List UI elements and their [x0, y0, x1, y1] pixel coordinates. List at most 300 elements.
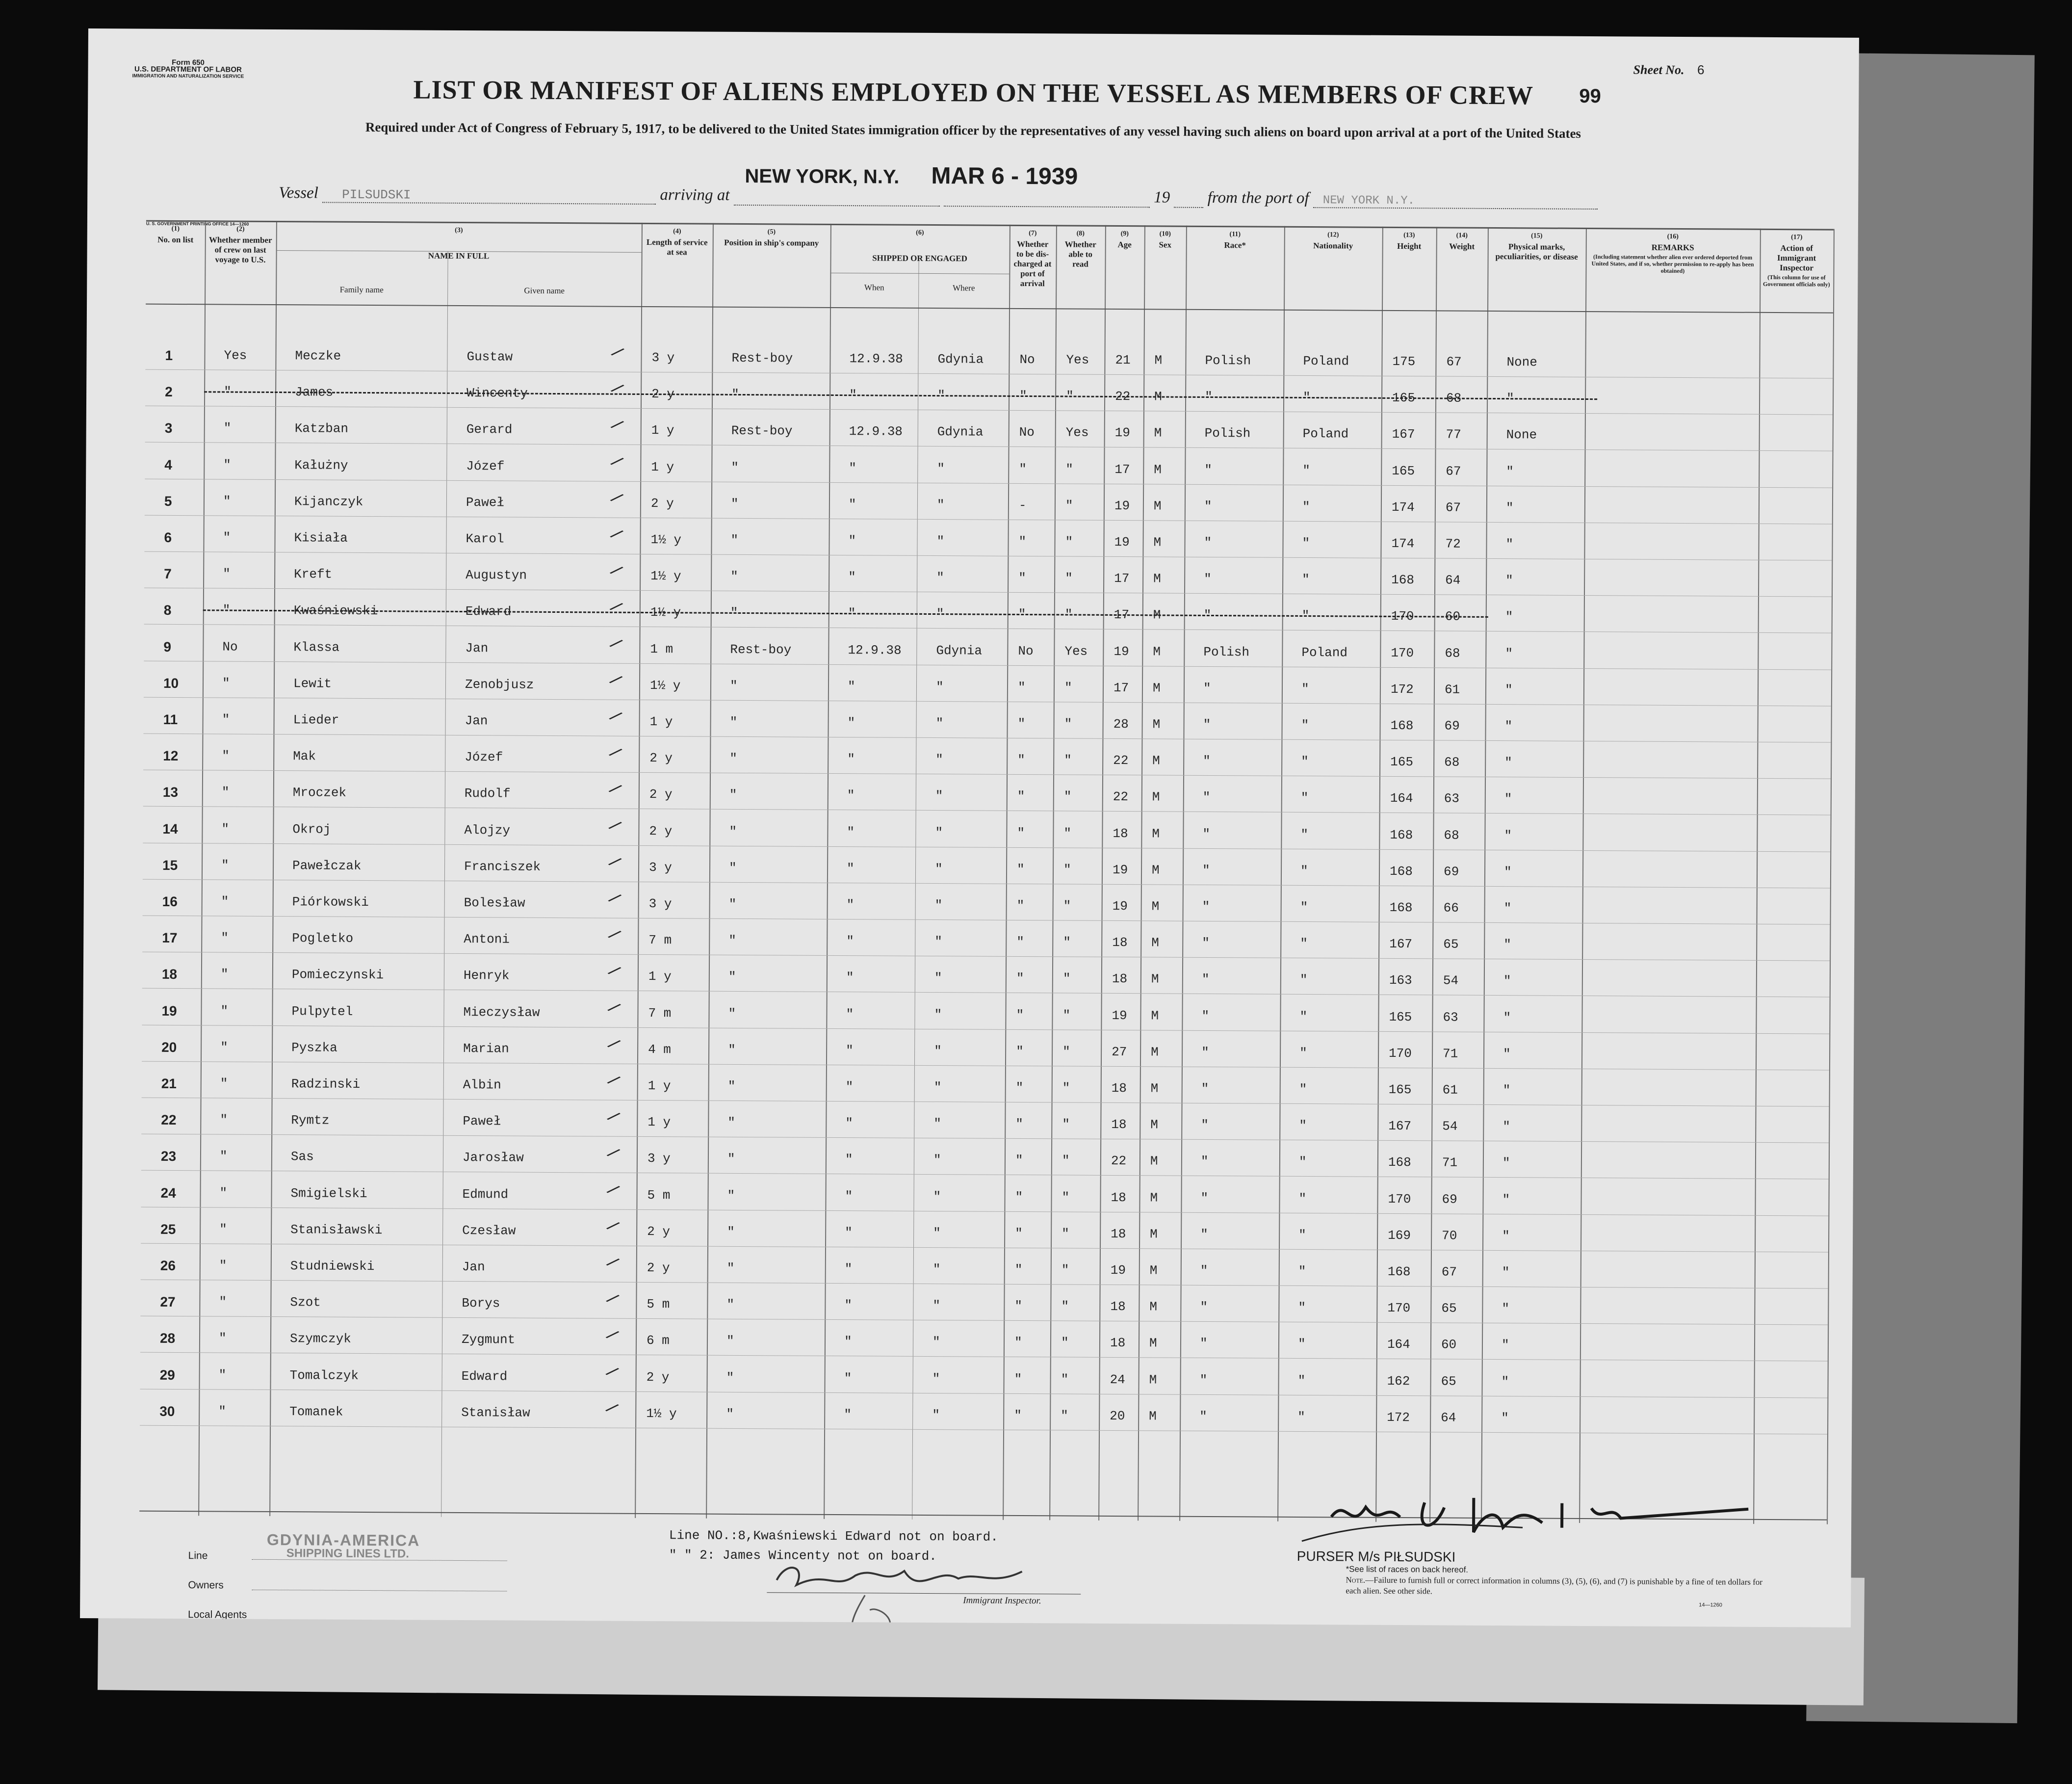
cell-sex: M [1154, 425, 1162, 441]
cell-crew: " [219, 1222, 227, 1237]
cell-nationality: " [1297, 1337, 1306, 1352]
cell-no: 16 [162, 893, 178, 909]
cell-given: Wincenty [466, 386, 528, 401]
page-title: LIST OR MANIFEST OF ALIENS EMPLOYED ON THE VESSEL AS MEMBERS OF CREW [413, 75, 1534, 110]
cell-position: " [727, 1188, 735, 1203]
cell-age: 18 [1111, 1226, 1126, 1241]
cell-discharged: " [1017, 825, 1025, 840]
cell-when: " [848, 570, 856, 585]
cell-given: Jan [465, 640, 489, 656]
cell-position: " [726, 1406, 734, 1421]
department: U.S. DEPARTMENT OF LABOR [134, 65, 242, 74]
cell-weight: 65 [1441, 1301, 1457, 1316]
cell-where: " [935, 825, 943, 840]
cell-given: Józef [465, 750, 503, 765]
cell-discharged: " [1018, 534, 1027, 550]
cell-service: 1½ y [650, 605, 681, 620]
cell-position: " [730, 496, 739, 511]
check-mark: / [605, 634, 624, 656]
check-mark: / [602, 1217, 622, 1238]
cell-race: " [1204, 498, 1212, 514]
cell-when: " [846, 1006, 854, 1022]
cell-age: 18 [1111, 1190, 1126, 1205]
cell-nationality: Poland [1303, 353, 1349, 369]
cell-position: " [730, 532, 739, 548]
cell-service: 1 y [649, 714, 673, 730]
cell-read: " [1062, 1080, 1070, 1096]
column-number: (7) [1029, 230, 1037, 237]
cell-race: " [1201, 1008, 1210, 1023]
column-header [1488, 231, 1586, 263]
cell-discharged: " [1018, 607, 1026, 622]
cell-family: Meczke [295, 348, 341, 364]
check-mark: / [603, 962, 623, 983]
cell-read: " [1065, 571, 1073, 586]
cell-discharged: " [1017, 753, 1025, 768]
cell-sex: M [1150, 1227, 1158, 1242]
cell-marks: " [1505, 646, 1513, 661]
cell-position: " [730, 569, 738, 584]
cell-no: 17 [162, 930, 178, 946]
form-code: 14—1260 [1699, 1602, 1722, 1608]
column-subheader: Family name [339, 285, 384, 295]
inspector-signature [767, 1550, 1062, 1627]
cell-no: 9 [163, 639, 172, 655]
line-value-2: SHIPPING LINES LTD. [286, 1547, 410, 1561]
cell-height: 172 [1387, 1410, 1410, 1425]
cell-height: 168 [1391, 573, 1415, 588]
check-mark: / [602, 1180, 622, 1202]
cell-sex: M [1154, 462, 1162, 477]
cell-read: " [1062, 971, 1071, 986]
cell-read: " [1063, 935, 1071, 950]
cell-discharged: " [1014, 1262, 1023, 1278]
column-label: Whether able to read [1064, 239, 1096, 269]
check-mark: / [607, 379, 626, 401]
cell-nationality: " [1302, 535, 1310, 551]
cell-family: Pomieczynski [291, 967, 384, 983]
cell-weight: 67 [1445, 500, 1461, 515]
cell-weight: 67 [1446, 354, 1462, 369]
column-number: (13) [1403, 232, 1415, 239]
cell-service: 1½ y [650, 532, 682, 548]
check-mark: / [606, 452, 625, 473]
cell-position: " [729, 824, 737, 839]
column-label: Whether member of crew on last voyage to U.S. [208, 235, 272, 264]
cell-marks: " [1504, 828, 1512, 843]
cell-read: " [1061, 1372, 1069, 1387]
cell-where: " [932, 1262, 941, 1277]
column-header [1284, 230, 1382, 252]
cell-discharged: - [1018, 498, 1027, 513]
cell-given: Franciszek [464, 859, 541, 874]
cell-when: 12.9.38 [849, 351, 903, 367]
cell-service: 2 y [649, 787, 673, 802]
not-on-board-note-2: " " 2: James Wincenty not on board. [669, 1548, 937, 1564]
cell-race: " [1200, 1300, 1208, 1315]
races-note: *See list of races on back hereof. [1346, 1564, 1469, 1574]
cell-read: " [1061, 1335, 1069, 1350]
column-label: Height [1397, 241, 1422, 251]
cell-crew: " [221, 930, 229, 945]
cell-service: 2 y [647, 1260, 670, 1276]
check-mark: / [603, 1035, 622, 1056]
cell-position: " [726, 1297, 735, 1312]
cell-crew: " [223, 566, 231, 581]
cell-race: " [1201, 1045, 1209, 1060]
cell-position: " [729, 678, 738, 693]
cell-when: " [845, 1152, 853, 1167]
cell-age: 22 [1113, 753, 1129, 768]
cell-crew: " [220, 967, 229, 982]
cell-where: Gdynia [937, 424, 984, 440]
cell-family: Kwaśniewski [293, 603, 378, 619]
cell-nationality: " [1298, 1154, 1307, 1170]
cell-height: 164 [1387, 1337, 1410, 1352]
cell-position: " [728, 896, 737, 912]
cell-given: Zenobjusz [465, 677, 534, 692]
cell-race: " [1201, 1081, 1209, 1096]
cell-nationality: " [1301, 754, 1309, 769]
cell-weight: 54 [1442, 1119, 1458, 1134]
cell-age: 19 [1114, 644, 1129, 659]
cell-given: Jan [462, 1259, 485, 1275]
cell-sex: M [1152, 789, 1160, 805]
cell-discharged: " [1015, 1080, 1024, 1096]
cell-given: Stanisław [461, 1405, 530, 1420]
cell-where: Gdynia [937, 352, 984, 367]
cell-nationality: " [1299, 1118, 1307, 1133]
cell-marks: " [1501, 1338, 1509, 1353]
check-mark: / [607, 343, 626, 365]
cell-crew: " [222, 676, 230, 691]
cell-age: 19 [1112, 862, 1128, 877]
column-label: NAME IN FULL [428, 251, 490, 261]
cell-family: Rymtz [291, 1113, 330, 1128]
cell-nationality: " [1299, 1081, 1307, 1097]
cell-no: 24 [160, 1185, 176, 1201]
cell-age: 17 [1113, 680, 1129, 695]
cell-given: Paweł [463, 1114, 501, 1129]
cell-service: 5 m [647, 1187, 671, 1203]
cell-service: 1½ y [646, 1406, 677, 1421]
printer-note: U. S. GOVERNMENT PRINTING OFFICE 14—1260 [146, 221, 249, 227]
cell-sex: M [1151, 899, 1160, 914]
cell-crew: " [223, 530, 231, 545]
cell-age: 18 [1112, 935, 1128, 950]
cell-age: 19 [1114, 534, 1130, 550]
cell-weight: 67 [1446, 464, 1461, 479]
cell-read: " [1065, 534, 1073, 550]
cell-when: " [846, 861, 855, 876]
check-mark: / [605, 707, 624, 729]
cell-family: Okroj [292, 821, 331, 837]
cell-when: " [846, 934, 854, 949]
cell-no: 1 [165, 347, 173, 363]
cell-height: 170 [1391, 609, 1414, 624]
cell-where: " [933, 1225, 941, 1240]
cell-nationality: " [1299, 1045, 1307, 1060]
cell-family: Kałużny [294, 457, 348, 473]
cell-age: 19 [1112, 1008, 1127, 1023]
cell-nationality: " [1302, 499, 1310, 514]
column-header [146, 224, 205, 246]
cell-where: " [934, 861, 943, 876]
column-label: SHIPPED OR ENGAGED [872, 253, 967, 263]
cell-given: Zygmunt [461, 1332, 516, 1347]
cell-read: " [1063, 789, 1072, 804]
cell-given: Karol [466, 531, 504, 547]
cell-read: " [1061, 1299, 1069, 1314]
cell-when: " [847, 788, 855, 803]
cell-given: Edmund [462, 1186, 509, 1202]
cell-family: Stanisławski [290, 1222, 383, 1237]
check-mark: / [601, 1326, 621, 1347]
cell-position: " [728, 970, 736, 985]
purser-title: PURSER M/s PIŁSUDSKI [1296, 1548, 1456, 1565]
cell-height: 165 [1390, 755, 1414, 770]
page-subtitle: Required under Act of Congress of February 5, 1917, to be delivered to the United States immigration officer by the representatives of any vessel having such aliens on board upon arrival at a port of the United States [365, 119, 1581, 141]
column-header [1436, 231, 1488, 253]
cell-discharged: " [1017, 789, 1025, 804]
cell-discharged: " [1016, 1044, 1024, 1059]
cell-marks: " [1505, 500, 1514, 516]
cell-age: 20 [1110, 1408, 1125, 1423]
local-agents-label: Local Agents [188, 1609, 247, 1621]
cell-sex: M [1150, 1154, 1158, 1169]
cell-sex: M [1153, 535, 1162, 550]
cell-position: " [728, 1006, 736, 1021]
column-header [830, 228, 1010, 265]
column-number: (10) [1159, 230, 1171, 238]
cell-marks: " [1501, 1410, 1509, 1425]
cell-read: " [1062, 1153, 1070, 1168]
cell-sex: M [1150, 1081, 1159, 1096]
cell-given: Jarosław [462, 1150, 524, 1166]
cell-family: Lieder [293, 712, 339, 728]
cell-discharged: " [1017, 716, 1026, 732]
column-header [1056, 229, 1105, 270]
cell-nationality: " [1300, 899, 1308, 915]
cell-sex: M [1153, 571, 1161, 586]
cell-nationality: " [1300, 936, 1308, 951]
cell-weight: 60 [1445, 609, 1461, 625]
cell-no: 22 [161, 1112, 177, 1128]
arriving-label: arriving at [660, 186, 730, 204]
cell-sex: M [1152, 753, 1160, 768]
column-label: Race* [1224, 240, 1246, 250]
cell-race: " [1203, 717, 1211, 733]
cell-sex: M [1151, 971, 1159, 987]
cell-when: " [848, 533, 856, 549]
cell-weight: 68 [1444, 755, 1460, 770]
cell-nationality: " [1298, 1300, 1306, 1315]
cell-when: " [847, 679, 855, 694]
cell-nationality: " [1297, 1373, 1306, 1388]
column-number: (9) [1120, 230, 1129, 238]
cell-age: 24 [1110, 1372, 1125, 1387]
note-label: Note. [1346, 1575, 1366, 1585]
cell-no: 8 [163, 603, 172, 618]
cell-family: Kisiała [294, 530, 348, 546]
cell-family: Pogletko [292, 931, 354, 946]
cell-crew: No [222, 639, 238, 655]
column-sublabel: (This column for use of Government officials only) [1762, 273, 1830, 288]
cell-race: " [1202, 863, 1210, 878]
column-number: (17) [1791, 234, 1803, 241]
cell-weight: 69 [1443, 864, 1459, 879]
cell-service: 5 m [647, 1297, 670, 1312]
column-number: (11) [1229, 231, 1241, 238]
cell-family: Sas [290, 1149, 314, 1164]
cell-nationality: " [1299, 1009, 1308, 1024]
cell-nationality: " [1303, 390, 1311, 405]
cell-nationality: " [1301, 717, 1309, 733]
cell-race: " [1200, 1263, 1208, 1278]
cell-where: " [933, 1189, 941, 1204]
column-label: Whether to be dis-charged at port of arrival [1013, 239, 1052, 289]
cell-family: Pulpytel [291, 1003, 353, 1019]
check-mark: / [605, 743, 624, 765]
cell-sex: M [1151, 935, 1159, 950]
sheet-value: 6 [1697, 62, 1705, 78]
cell-nationality: " [1300, 863, 1308, 878]
cell-marks: " [1503, 973, 1511, 989]
cell-family: Katzban [294, 421, 349, 437]
cell-marks: " [1504, 682, 1513, 698]
cell-when: " [847, 824, 855, 840]
cell-marks: " [1503, 1010, 1511, 1025]
cell-family: Kreft [294, 567, 333, 582]
column-subheader: Given name [524, 286, 565, 296]
cell-position: " [729, 751, 737, 766]
vessel-label: Vessel [279, 184, 319, 202]
check-mark: / [605, 671, 624, 692]
cell-when: 12.9.38 [848, 642, 902, 658]
cell-when: 12.9.38 [849, 424, 903, 440]
cell-nationality: " [1298, 1191, 1307, 1206]
column-header [1009, 229, 1056, 289]
column-label: Sex [1159, 240, 1172, 250]
cell-sex: M [1149, 1336, 1157, 1351]
cell-age: 17 [1114, 462, 1130, 477]
cell-sex: M [1149, 1372, 1157, 1388]
cell-family: Mak [293, 749, 316, 764]
cell-discharged: No [1019, 425, 1035, 440]
strike-through-line [203, 610, 1488, 618]
cell-when: " [844, 1334, 852, 1349]
cell-position: " [726, 1370, 734, 1385]
cell-no: 21 [161, 1076, 177, 1091]
column-label: Age [1117, 239, 1132, 250]
cell-height: 170 [1388, 1191, 1411, 1207]
cell-no: 25 [160, 1221, 176, 1237]
cell-marks: " [1504, 719, 1513, 734]
cell-age: 18 [1110, 1336, 1126, 1351]
cell-height: 170 [1387, 1301, 1411, 1316]
cell-where: " [937, 388, 945, 403]
cell-discharged: " [1016, 935, 1024, 950]
cell-crew: Yes [224, 348, 247, 363]
cell-height: 168 [1390, 827, 1413, 842]
cell-given: Edward [465, 604, 512, 619]
cell-weight: 71 [1442, 1155, 1458, 1171]
cell-read: " [1064, 753, 1072, 768]
cell-height: 168 [1387, 1264, 1411, 1280]
cell-height: 169 [1388, 1228, 1411, 1243]
cell-marks: " [1505, 609, 1513, 625]
cell-weight: 69 [1442, 1192, 1457, 1207]
cell-weight: 54 [1443, 973, 1459, 989]
cell-sex: M [1153, 644, 1161, 659]
cell-height: 167 [1392, 427, 1415, 442]
cell-race: " [1201, 1118, 1209, 1133]
cell-read: " [1062, 1117, 1070, 1132]
cell-age: 21 [1115, 352, 1131, 368]
cell-family: Radzinski [291, 1076, 361, 1092]
cell-weight: 65 [1443, 937, 1459, 952]
cell-crew: " [220, 1076, 228, 1091]
cell-no: 19 [161, 1003, 177, 1019]
cell-nationality: " [1302, 463, 1311, 478]
cell-age: 18 [1113, 826, 1128, 841]
cell-marks: None [1506, 355, 1537, 370]
cell-no: 2 [165, 384, 173, 400]
cell-no: 20 [161, 1039, 177, 1055]
cell-height: 167 [1389, 937, 1413, 952]
service: IMMIGRATION AND NATURALIZATION SERVICE [132, 73, 244, 79]
cell-sex: M [1149, 1263, 1158, 1278]
cell-where: " [932, 1298, 941, 1313]
cell-height: 168 [1389, 864, 1413, 879]
cell-where: " [933, 1116, 942, 1131]
cell-no: 6 [164, 529, 172, 545]
cell-given: Gustaw [466, 349, 513, 365]
cell-where: " [934, 1043, 942, 1058]
cell-service: 1 y [648, 1078, 671, 1094]
cell-sex: M [1152, 826, 1160, 841]
cell-height: 168 [1389, 900, 1413, 916]
cell-service: 3 y [648, 896, 672, 912]
cell-discharged: " [1019, 389, 1027, 404]
cell-discharged: No [1019, 352, 1035, 367]
cell-marks: " [1503, 1046, 1511, 1062]
cell-weight: 64 [1441, 1410, 1456, 1425]
cell-race: " [1204, 462, 1213, 477]
cell-age: 19 [1110, 1262, 1126, 1278]
cell-service: 1 y [648, 1115, 671, 1130]
cell-given: Józef [466, 458, 505, 474]
cell-discharged: " [1016, 862, 1025, 877]
cell-discharged: " [1015, 1226, 1023, 1241]
penalty-note [1346, 1574, 1762, 1598]
cell-when: " [848, 606, 856, 621]
cell-weight: 61 [1444, 682, 1460, 697]
column-number: (5) [767, 228, 776, 236]
column-number: (4) [673, 228, 681, 236]
cell-given: Borys [462, 1296, 500, 1311]
cell-race: " [1199, 1409, 1207, 1424]
line-label: Line [188, 1550, 208, 1562]
cell-position: " [728, 1042, 736, 1057]
cell-position: " [726, 1260, 735, 1276]
cell-when: " [844, 1407, 852, 1422]
cell-marks: " [1506, 391, 1514, 406]
purser-signature [1268, 1487, 1759, 1548]
not-on-board-note-1: Line NO.:8,Kwaśniewski Edward not on board. [669, 1528, 998, 1545]
cell-race: " [1199, 1372, 1208, 1388]
cell-weight: 67 [1441, 1264, 1457, 1280]
